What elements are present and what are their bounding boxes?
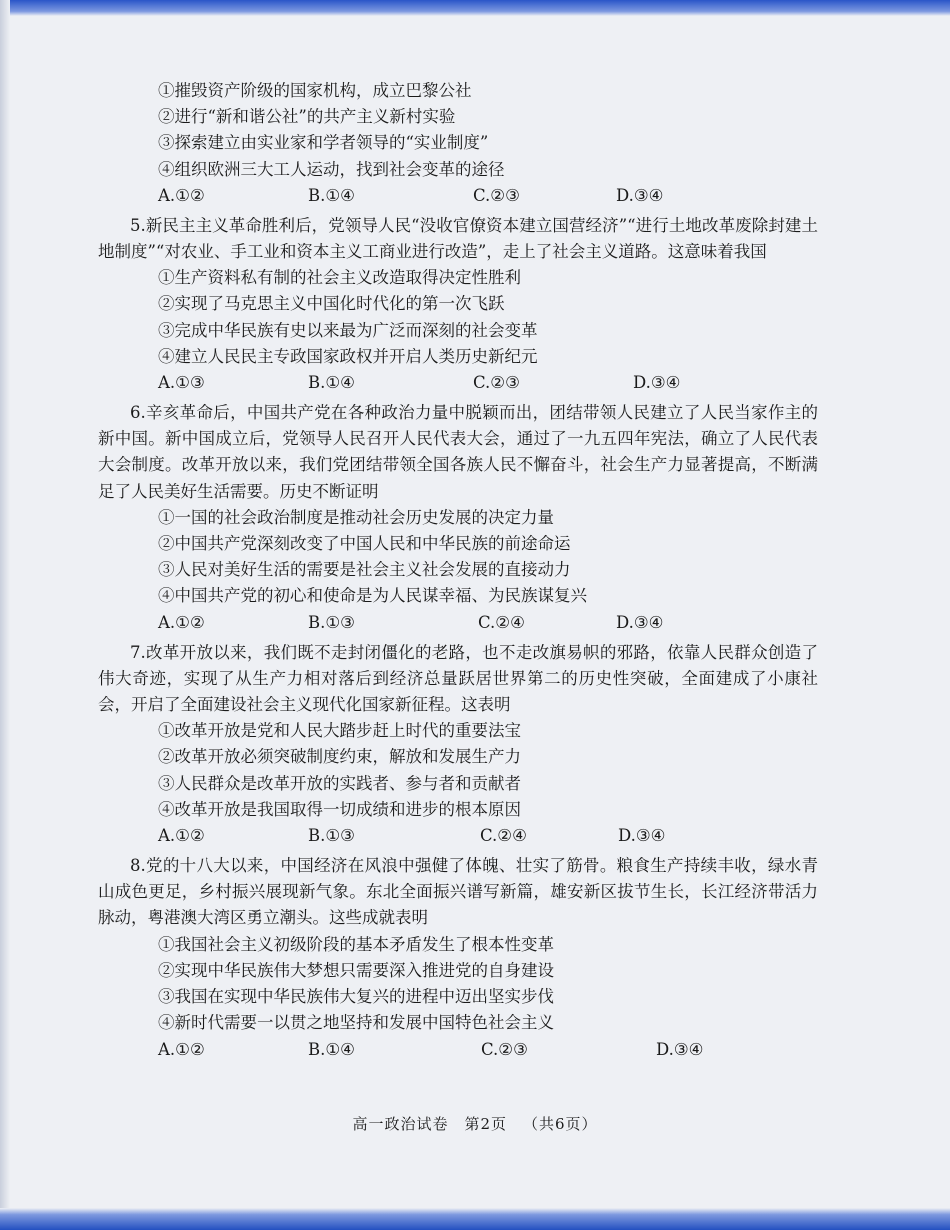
q6-option-2: ②中国共产党深刻改变了中国人民和中华民族的前途命运 — [158, 534, 571, 554]
q7-choice-b: B.①③ — [308, 826, 355, 846]
q4-choices — [98, 183, 818, 209]
q8-option-4: ④新时代需要一以贯之地坚持和发展中国特色社会主义 — [158, 1013, 554, 1033]
footer-page-number: 第2页 — [464, 1115, 507, 1133]
footer-title: 高一政治试卷 — [352, 1115, 449, 1133]
q7-option-1: ①改革开放是党和人民大踏步赶上时代的重要法宝 — [158, 721, 521, 741]
q4-option-4: ④组织欧洲三大工人运动，找到社会变革的途径 — [158, 159, 505, 179]
q5-choice-c: C.②③ — [473, 373, 520, 393]
q5-stem: 5.新民主主义革命胜利后，党领导人民“没收官僚资本建立国营经济”“进行土地改革废除封建土地制度”“对农业、手工业和资本主义工商业进行改造”，走上了社会主义道路。这意味着我国 — [98, 215, 818, 262]
q6-choice-a: A.①② — [158, 612, 205, 632]
q8-choices — [98, 1037, 818, 1063]
question-5 — [98, 213, 818, 396]
q7-choice-c: C.②④ — [480, 826, 527, 846]
q8-stem: 8.党的十八大以来，中国经济在风浪中强健了体魄、壮实了筋骨。粮食生产持续丰收，绿水青山成色更足，乡村振兴展现新气象。东北全面振兴谱写新篇，雄安新区拔节生长，长江经济带活力脉动，粤港澳大湾区勇立潮头。这些成就表明 — [98, 856, 818, 928]
q5-option-1: ①生产资料私有制的社会主义改造取得决定性胜利 — [158, 268, 521, 288]
q7-option-2: ②改革开放必须突破制度约束，解放和发展生产力 — [158, 747, 521, 767]
scan-edge-top — [0, 0, 950, 16]
q6-choice-c: C.②④ — [478, 612, 525, 632]
scan-edge-left — [0, 0, 10, 1230]
q6-choices — [98, 610, 818, 636]
q5-choice-a: A.①③ — [158, 373, 205, 393]
q4-option-1: ①摧毁资产阶级的国家机构，成立巴黎公社 — [158, 81, 472, 100]
scan-edge-bottom — [0, 1208, 950, 1230]
question-8 — [98, 853, 818, 1062]
q6-stem: 6.辛亥革命后，中国共产党在各种政治力量中脱颖而出，团结带领人民建立了人民当家作主的新中国。新中国成立后，党领导人民召开人民代表大会，通过了一九五四年宪法，确立了人民代表大会制度。改革开放以来，我们党团结带领全国各族人民不懈奋斗，社会生产力显著提高，不断满足了人民美好生活需要。历史不断证明 — [98, 403, 818, 501]
q6-option-1: ①一国的社会政治制度是推动社会历史发展的决定力量 — [158, 507, 554, 527]
q4-choice-b: B.①④ — [308, 185, 355, 205]
q8-option-2: ②实现中华民族伟大梦想只需要深入推进党的自身建设 — [158, 960, 554, 980]
q5-option-2: ②实现了马克思主义中国化时代化的第一次飞跃 — [158, 294, 505, 314]
page-footer — [0, 1113, 950, 1134]
q8-option-1: ①我国社会主义初级阶段的基本矛盾发生了根本性变革 — [158, 934, 554, 954]
q4-choice-d: D.③④ — [616, 185, 664, 205]
q8-option-3: ③我国在实现中华民族伟大复兴的进程中迈出坚实步伐 — [158, 987, 554, 1007]
q8-choice-b: B.①④ — [308, 1039, 355, 1059]
q5-choice-d: D.③④ — [633, 373, 681, 393]
q7-choice-d: D.③④ — [618, 826, 666, 846]
question-7 — [98, 640, 818, 849]
q4-choice-a: A.①② — [158, 185, 205, 205]
q8-choice-a: A.①② — [158, 1039, 205, 1059]
q7-choice-a: A.①② — [158, 826, 205, 846]
q4-option-2: ②进行“新和谐公社”的共产主义新村实验 — [158, 107, 456, 127]
q5-option-4: ④建立人民民主专政国家政权并开启人类历史新纪元 — [158, 346, 538, 366]
q4-choice-c: C.②③ — [473, 185, 520, 205]
exam-page — [98, 78, 818, 1063]
q7-option-4: ④改革开放是我国取得一切成绩和进步的根本原因 — [158, 799, 521, 819]
footer-total-pages: （共6页） — [523, 1115, 598, 1133]
q6-choice-b: B.①③ — [308, 612, 355, 632]
q7-choices — [98, 823, 818, 849]
q4-option-3: ③探索建立由实业家和学者领导的“实业制度” — [158, 133, 489, 153]
q5-option-3: ③完成中华民族有史以来最为广泛而深刻的社会变革 — [158, 320, 538, 340]
q6-option-4: ④中国共产党的初心和使命是为人民谋幸福、为民族谋复兴 — [158, 586, 587, 606]
q7-stem: 7.改革开放以来，我们既不走封闭僵化的老路，也不走改旗易帜的邪路，依靠人民群众创造了伟大奇迹，实现了从生产力相对落后到经济总量跃居世界第二的历史性突破，全面建成了小康社会，开启了全面建设社会主义现代化国家新征程。这表明 — [98, 642, 818, 715]
q7-option-3: ③人民群众是改革开放的实践者、参与者和贡献者 — [158, 773, 521, 793]
question-6 — [98, 400, 818, 636]
q6-choice-d: D.③④ — [616, 612, 664, 632]
q5-choices — [98, 370, 818, 396]
q8-choice-d: D.③④ — [656, 1039, 704, 1059]
question-4 — [98, 78, 818, 209]
q8-choice-c: C.②③ — [481, 1039, 528, 1059]
q6-option-3: ③人民对美好生活的需要是社会主义社会发展的直接动力 — [158, 560, 571, 580]
q5-choice-b: B.①④ — [308, 373, 355, 393]
